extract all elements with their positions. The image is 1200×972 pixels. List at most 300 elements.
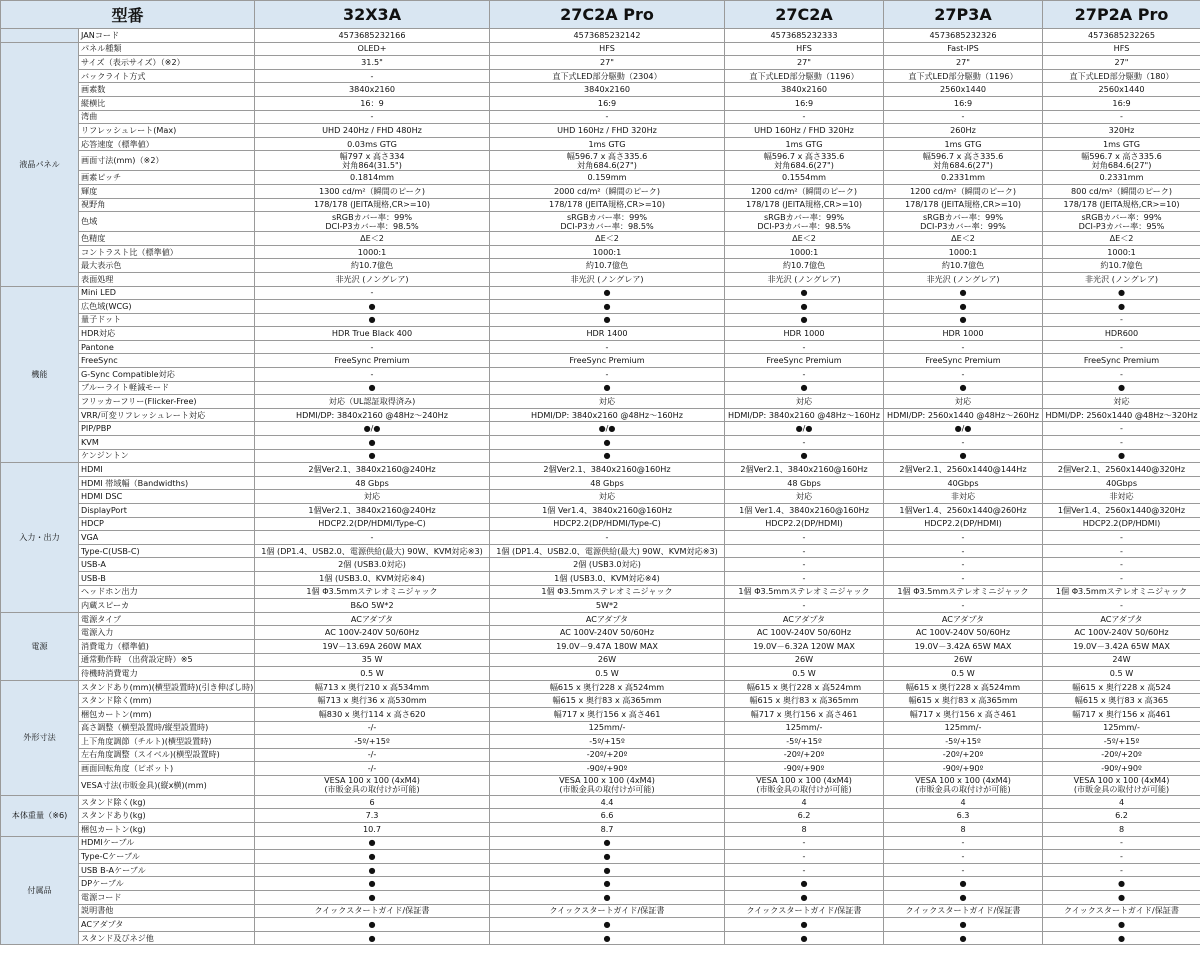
spec-value: -: [1043, 340, 1200, 354]
spec-value: 27": [1043, 56, 1200, 70]
spec-value: AC 100V-240V 50/60Hz: [884, 626, 1043, 640]
spec-label: 輝度: [79, 184, 255, 198]
spec-value: 178/178 (JEITA規格,CR>=10): [490, 198, 725, 212]
spec-row: [1, 639, 1200, 653]
spec-value: ●: [255, 381, 490, 395]
spec-value: HDCP2.2(DP/HDMI): [884, 517, 1043, 531]
spec-label: コントラスト比（標準値）: [79, 245, 255, 259]
spec-value: ●: [490, 863, 725, 877]
spec-row: [1, 300, 1200, 314]
spec-value: ●: [884, 918, 1043, 932]
spec-value: 1個 Φ3.5mmステレオミニジャック: [255, 585, 490, 599]
spec-value: HDR600: [1043, 327, 1200, 341]
spec-value: 19.0V－3.42A 65W MAX: [884, 639, 1043, 653]
spec-value: ●: [490, 381, 725, 395]
spec-value: -: [490, 340, 725, 354]
spec-row: [1, 29, 1200, 43]
spec-value: VESA 100 x 100 (4xM4) (市販金具の取付けが可能): [255, 775, 490, 795]
spec-value: 2個Ver2.1、2560x1440@320Hz: [1043, 463, 1200, 477]
spec-label: スタンド除く(kg): [79, 795, 255, 809]
spec-value: -: [725, 850, 884, 864]
spec-label: PIP/PBP: [79, 422, 255, 436]
spec-value: ●: [1043, 918, 1200, 932]
spec-value: HFS: [725, 42, 884, 56]
spec-value: 幅830 x 奥行114 x 高さ620: [255, 707, 490, 721]
spec-label: 電源タイプ: [79, 612, 255, 626]
spec-value: -20º/+20º: [884, 748, 1043, 762]
spec-value: 幅615 x 奥行228 x 高524: [1043, 680, 1200, 694]
spec-value: sRGBカバー率：99% DCI-P3カバー率：99%: [884, 212, 1043, 232]
spec-value: ΔE＜2: [490, 232, 725, 246]
spec-value: 非光沢 (ノングレア): [490, 272, 725, 286]
spec-row: [1, 436, 1200, 450]
spec-value: -: [1043, 544, 1200, 558]
spec-value: sRGBカバー率：99% DCI-P3カバー率：98.5%: [490, 212, 725, 232]
spec-label: FreeSync: [79, 354, 255, 368]
spec-value: 1ms GTG: [1043, 137, 1200, 151]
spec-value: 1300 cd/m²（瞬間のピーク): [255, 184, 490, 198]
spec-value: 非対応: [884, 490, 1043, 504]
spec-row: [1, 137, 1200, 151]
spec-row: [1, 83, 1200, 97]
spec-value: -/-: [255, 721, 490, 735]
spec-row: [1, 809, 1200, 823]
spec-value: ●: [725, 931, 884, 945]
spec-value: ●: [725, 877, 884, 891]
spec-value: ●: [255, 850, 490, 864]
spec-value: クイックスタートガイド/保証書: [490, 904, 725, 918]
spec-value: -: [490, 368, 725, 382]
spec-value: 0.5 W: [725, 667, 884, 681]
spec-value: ●: [255, 836, 490, 850]
spec-label: 色精度: [79, 232, 255, 246]
spec-value: Fast-IPS: [884, 42, 1043, 56]
spec-value: 10.7: [255, 823, 490, 837]
spec-value: 0.5 W: [255, 667, 490, 681]
spec-value: 対応: [1043, 395, 1200, 409]
spec-body: [1, 29, 1200, 945]
spec-label: KVM: [79, 436, 255, 450]
spec-row: [1, 517, 1200, 531]
spec-value: 8: [1043, 823, 1200, 837]
spec-value: FreeSync Premium: [255, 354, 490, 368]
spec-value: 16:9: [725, 96, 884, 110]
spec-value: HFS: [1043, 42, 1200, 56]
spec-value: ●/●: [490, 422, 725, 436]
spec-value: -: [725, 599, 884, 613]
spec-value: ACアダプタ: [884, 612, 1043, 626]
spec-label: 左右角度調整（スイベル)(横型設置時): [79, 748, 255, 762]
spec-value: -90º/+90º: [490, 762, 725, 776]
spec-value: ●: [884, 313, 1043, 327]
spec-value: 125mm/-: [490, 721, 725, 735]
spec-label: VGA: [79, 531, 255, 545]
spec-row: [1, 694, 1200, 708]
spec-value: 4573685232265: [1043, 29, 1200, 43]
spec-value: 非光沢 (ノングレア): [255, 272, 490, 286]
spec-row: [1, 408, 1200, 422]
spec-value: 非光沢 (ノングレア): [884, 272, 1043, 286]
spec-value: ●: [725, 918, 884, 932]
spec-row: [1, 748, 1200, 762]
spec-label: 量子ドット: [79, 313, 255, 327]
spec-value: クイックスタートガイド/保証書: [255, 904, 490, 918]
spec-label: パネル種類: [79, 42, 255, 56]
spec-value: -: [255, 110, 490, 124]
spec-value: 19.0V－3.42A 65W MAX: [1043, 639, 1200, 653]
spec-value: ●: [725, 300, 884, 314]
spec-value: 35 W: [255, 653, 490, 667]
spec-label: 最大表示色: [79, 259, 255, 273]
spec-value: ●: [490, 286, 725, 300]
category-cell: 本体重量（※6): [1, 795, 79, 836]
spec-value: 1個Ver1.4、2560x1440@260Hz: [884, 504, 1043, 518]
spec-value: 2個 (USB3.0対応): [255, 558, 490, 572]
spec-value: 幅615 x 奥行83 x 高365: [1043, 694, 1200, 708]
spec-value: ●: [1043, 931, 1200, 945]
spec-label: 湾曲: [79, 110, 255, 124]
spec-value: AC 100V-240V 50/60Hz: [490, 626, 725, 640]
spec-value: 19V－13.69A 260W MAX: [255, 639, 490, 653]
spec-label: 応答速度（標準値）: [79, 137, 255, 151]
spec-row: [1, 531, 1200, 545]
spec-value: -: [1043, 422, 1200, 436]
spec-label: VRR/可変リフレッシュレート対応: [79, 408, 255, 422]
spec-value: 125mm/-: [1043, 721, 1200, 735]
spec-label: HDR対応: [79, 327, 255, 341]
spec-value: 非光沢 (ノングレア): [1043, 272, 1200, 286]
spec-value: 26W: [725, 653, 884, 667]
spec-value: 0.5 W: [884, 667, 1043, 681]
spec-value: FreeSync Premium: [1043, 354, 1200, 368]
spec-value: 1個Ver1.4、2560x1440@320Hz: [1043, 504, 1200, 518]
spec-value: 1000:1: [255, 245, 490, 259]
spec-value: 24W: [1043, 653, 1200, 667]
spec-value: -: [255, 69, 490, 83]
spec-value: 直下式LED部分駆動（1196）: [884, 69, 1043, 83]
spec-value: -: [725, 836, 884, 850]
spec-value: sRGBカバー率：99% DCI-P3カバー率：98.5%: [255, 212, 490, 232]
spec-value: ●: [255, 877, 490, 891]
spec-value: ●: [490, 300, 725, 314]
spec-label: 消費電力（標準値): [79, 639, 255, 653]
spec-row: [1, 707, 1200, 721]
spec-value: -: [255, 340, 490, 354]
spec-row: [1, 395, 1200, 409]
spec-value: 2個Ver2.1、2560x1440@144Hz: [884, 463, 1043, 477]
spec-value: -: [1043, 436, 1200, 450]
spec-value: -5º/+15º: [725, 735, 884, 749]
spec-value: -: [884, 110, 1043, 124]
spec-value: 幅713 x 奥行210 x 高534mm: [255, 680, 490, 694]
spec-row: [1, 490, 1200, 504]
spec-value: 16:9: [884, 96, 1043, 110]
spec-row: [1, 680, 1200, 694]
spec-value: 1個 Ver1.4、3840x2160@160Hz: [725, 504, 884, 518]
spec-label: サイズ（表示サイズ）（※2）: [79, 56, 255, 70]
spec-row: [1, 904, 1200, 918]
spec-value: -: [884, 599, 1043, 613]
spec-value: -: [1043, 110, 1200, 124]
spec-value: 幅797 x 高さ334 対角864(31.5"): [255, 151, 490, 171]
spec-value: 27": [490, 56, 725, 70]
spec-row: [1, 476, 1200, 490]
spec-value: ACアダプタ: [725, 612, 884, 626]
spec-value: -: [725, 110, 884, 124]
spec-row: [1, 463, 1200, 477]
spec-row: [1, 823, 1200, 837]
spec-value: ΔE＜2: [725, 232, 884, 246]
spec-row: [1, 775, 1200, 795]
spec-value: UHD 160Hz / FHD 320Hz: [725, 124, 884, 138]
spec-value: 幅615 x 奥行228 x 高524mm: [884, 680, 1043, 694]
spec-value: ΔE＜2: [884, 232, 1043, 246]
spec-value: 26W: [490, 653, 725, 667]
spec-label: 上下角度調節（チルト)(横型設置時): [79, 735, 255, 749]
spec-label: Mini LED: [79, 286, 255, 300]
spec-value: ●: [725, 381, 884, 395]
spec-row: [1, 313, 1200, 327]
spec-value: -/-: [255, 748, 490, 762]
spec-value: -: [1043, 368, 1200, 382]
spec-value: HDCP2.2(DP/HDMI/Type-C): [255, 517, 490, 531]
spec-label: バックライト方式: [79, 69, 255, 83]
spec-value: ●: [490, 918, 725, 932]
spec-value: 直下式LED部分駆動（1196）: [725, 69, 884, 83]
spec-label: スタンドあり(mm)(横型設置時)(引き伸ばし時): [79, 680, 255, 694]
spec-value: 178/178 (JEITA規格,CR>=10): [725, 198, 884, 212]
spec-value: 3840x2160: [255, 83, 490, 97]
category-cell: [1, 29, 79, 43]
spec-value: -: [884, 531, 1043, 545]
spec-value: 4: [1043, 795, 1200, 809]
spec-value: -: [725, 544, 884, 558]
spec-label: HDCP: [79, 517, 255, 531]
spec-row: [1, 42, 1200, 56]
spec-value: FreeSync Premium: [490, 354, 725, 368]
spec-value: 6.2: [725, 809, 884, 823]
spec-label: 電源コード: [79, 891, 255, 905]
spec-value: 16：9: [255, 96, 490, 110]
spec-value: 幅713 x 奥行36 x 高530mm: [255, 694, 490, 708]
spec-value: HDMI/DP: 2560x1440 @48Hz～320Hz: [1043, 408, 1200, 422]
model-number-header: 型番: [1, 1, 255, 29]
spec-value: 0.03ms GTG: [255, 137, 490, 151]
spec-value: -: [884, 850, 1043, 864]
spec-value: ●: [1043, 877, 1200, 891]
spec-value: ΔE＜2: [255, 232, 490, 246]
spec-value: 178/178 (JEITA規格,CR>=10): [255, 198, 490, 212]
spec-label: 梱包カートン(mm): [79, 707, 255, 721]
spec-value: 16:9: [1043, 96, 1200, 110]
spec-value: 直下式LED部分駆動（2304）: [490, 69, 725, 83]
spec-value: HDMI/DP: 3840x2160 @48Hz～160Hz: [725, 408, 884, 422]
spec-value: ●: [255, 918, 490, 932]
spec-value: 約10.7億色: [1043, 259, 1200, 273]
spec-value: 19.0V－6.32A 120W MAX: [725, 639, 884, 653]
category-cell: 電源: [1, 612, 79, 680]
spec-value: -/-: [255, 762, 490, 776]
spec-label: ブルーライト軽減モード: [79, 381, 255, 395]
spec-value: 5W*2: [490, 599, 725, 613]
spec-value: ●: [1043, 381, 1200, 395]
spec-value: HDR 1000: [884, 327, 1043, 341]
spec-row: [1, 795, 1200, 809]
spec-value: 4: [725, 795, 884, 809]
spec-value: -: [725, 558, 884, 572]
spec-row: [1, 836, 1200, 850]
spec-row: [1, 735, 1200, 749]
spec-value: ●: [255, 931, 490, 945]
spec-value: ●: [490, 877, 725, 891]
spec-value: ΔE＜2: [1043, 232, 1200, 246]
spec-row: [1, 110, 1200, 124]
spec-value: 1個Ver2.1、3840x2160@240Hz: [255, 504, 490, 518]
spec-row: [1, 56, 1200, 70]
spec-value: -: [725, 863, 884, 877]
spec-label: HDMI DSC: [79, 490, 255, 504]
spec-value: AC 100V-240V 50/60Hz: [255, 626, 490, 640]
spec-label: Pantone: [79, 340, 255, 354]
spec-value: 1000:1: [490, 245, 725, 259]
spec-label: DPケーブル: [79, 877, 255, 891]
spec-value: UHD 160Hz / FHD 320Hz: [490, 124, 725, 138]
spec-value: -5º/+15º: [490, 735, 725, 749]
spec-value: HDMI/DP: 3840x2160 @48Hz～240Hz: [255, 408, 490, 422]
spec-value: 6.6: [490, 809, 725, 823]
spec-value: ●: [490, 836, 725, 850]
spec-value: -: [884, 340, 1043, 354]
spec-value: -: [255, 286, 490, 300]
spec-value: 幅596.7 x 高さ335.6 対角684.6(27"): [490, 151, 725, 171]
spec-label: USB-B: [79, 571, 255, 585]
spec-value: ●: [490, 850, 725, 864]
spec-value: -90º/+90º: [884, 762, 1043, 776]
spec-value: 0.2331mm: [1043, 171, 1200, 185]
spec-value: 対応（UL認証取得済み): [255, 395, 490, 409]
spec-value: -: [725, 436, 884, 450]
spec-value: -5º/+15º: [1043, 735, 1200, 749]
spec-value: -: [255, 368, 490, 382]
spec-value: 19.0V－9.47A 180W MAX: [490, 639, 725, 653]
spec-row: [1, 340, 1200, 354]
model-header: 32X3A: [255, 1, 490, 29]
spec-row: [1, 272, 1200, 286]
spec-value: 40Gbps: [1043, 476, 1200, 490]
spec-value: 1個 Φ3.5mmステレオミニジャック: [884, 585, 1043, 599]
spec-row: [1, 544, 1200, 558]
spec-value: ●: [884, 381, 1043, 395]
model-header: 27P3A: [884, 1, 1043, 29]
spec-row: [1, 891, 1200, 905]
spec-value: 1個 (USB3.0、KVM対応※4): [255, 571, 490, 585]
spec-value: 4573685232326: [884, 29, 1043, 43]
spec-row: [1, 368, 1200, 382]
spec-row: [1, 69, 1200, 83]
spec-value: -: [1043, 558, 1200, 572]
spec-value: ACアダプタ: [1043, 612, 1200, 626]
spec-value: クイックスタートガイド/保証書: [884, 904, 1043, 918]
spec-value: ●: [725, 286, 884, 300]
model-header: 27C2A Pro: [490, 1, 725, 29]
spec-value: 1000:1: [725, 245, 884, 259]
spec-row: [1, 124, 1200, 138]
spec-value: 8.7: [490, 823, 725, 837]
spec-label: 電源入力: [79, 626, 255, 640]
spec-value: -: [1043, 531, 1200, 545]
spec-label: Type-Cケーブル: [79, 850, 255, 864]
spec-value: -: [725, 368, 884, 382]
spec-value: -: [1043, 836, 1200, 850]
spec-value: 幅615 x 奥行83 x 高365mm: [490, 694, 725, 708]
spec-value: ●: [884, 891, 1043, 905]
spec-value: 31.5": [255, 56, 490, 70]
spec-label: HDMI: [79, 463, 255, 477]
spec-value: -5º/+15º: [884, 735, 1043, 749]
spec-value: ●: [255, 300, 490, 314]
spec-label: DisplayPort: [79, 504, 255, 518]
spec-value: ●: [1043, 891, 1200, 905]
category-cell: 入力・出力: [1, 463, 79, 613]
spec-value: -: [1043, 863, 1200, 877]
spec-value: ●/●: [884, 422, 1043, 436]
spec-value: ●: [884, 931, 1043, 945]
spec-row: [1, 599, 1200, 613]
spec-value: VESA 100 x 100 (4xM4) (市販金具の取付けが可能): [490, 775, 725, 795]
spec-value: 178/178 (JEITA規格,CR>=10): [1043, 198, 1200, 212]
spec-row: [1, 653, 1200, 667]
spec-label: 視野角: [79, 198, 255, 212]
spec-value: ●: [725, 891, 884, 905]
spec-value: sRGBカバー率：99% DCI-P3カバー率：98.5%: [725, 212, 884, 232]
spec-value: -20º/+20º: [1043, 748, 1200, 762]
spec-label: 画素数: [79, 83, 255, 97]
spec-value: 対応: [884, 395, 1043, 409]
spec-value: -: [884, 436, 1043, 450]
spec-value: VESA 100 x 100 (4xM4) (市販金具の取付けが可能): [884, 775, 1043, 795]
spec-row: [1, 259, 1200, 273]
spec-row: [1, 585, 1200, 599]
spec-value: 125mm/-: [884, 721, 1043, 735]
spec-row: [1, 626, 1200, 640]
spec-label: 画素ピッチ: [79, 171, 255, 185]
spec-label: フリッカーフリー(Flicker-Free): [79, 395, 255, 409]
spec-value: 約10.7億色: [255, 259, 490, 273]
category-cell: 機能: [1, 286, 79, 463]
spec-value: -: [1043, 571, 1200, 585]
spec-value: UHD 240Hz / FHD 480Hz: [255, 124, 490, 138]
spec-value: 4573685232166: [255, 29, 490, 43]
spec-row: [1, 571, 1200, 585]
spec-value: 6: [255, 795, 490, 809]
spec-value: ●: [884, 286, 1043, 300]
spec-row: [1, 327, 1200, 341]
spec-value: ●: [255, 891, 490, 905]
spec-value: -: [725, 531, 884, 545]
spec-value: ●: [490, 931, 725, 945]
spec-value: 1個 Φ3.5mmステレオミニジャック: [490, 585, 725, 599]
spec-value: ●: [490, 449, 725, 463]
spec-row: [1, 449, 1200, 463]
spec-label: ヘッドホン出力: [79, 585, 255, 599]
spec-value: FreeSync Premium: [725, 354, 884, 368]
spec-value: 3840x2160: [490, 83, 725, 97]
spec-value: -: [884, 836, 1043, 850]
spec-value: HDR 1000: [725, 327, 884, 341]
spec-value: -: [884, 571, 1043, 585]
spec-value: -: [1043, 599, 1200, 613]
spec-value: ●/●: [255, 422, 490, 436]
